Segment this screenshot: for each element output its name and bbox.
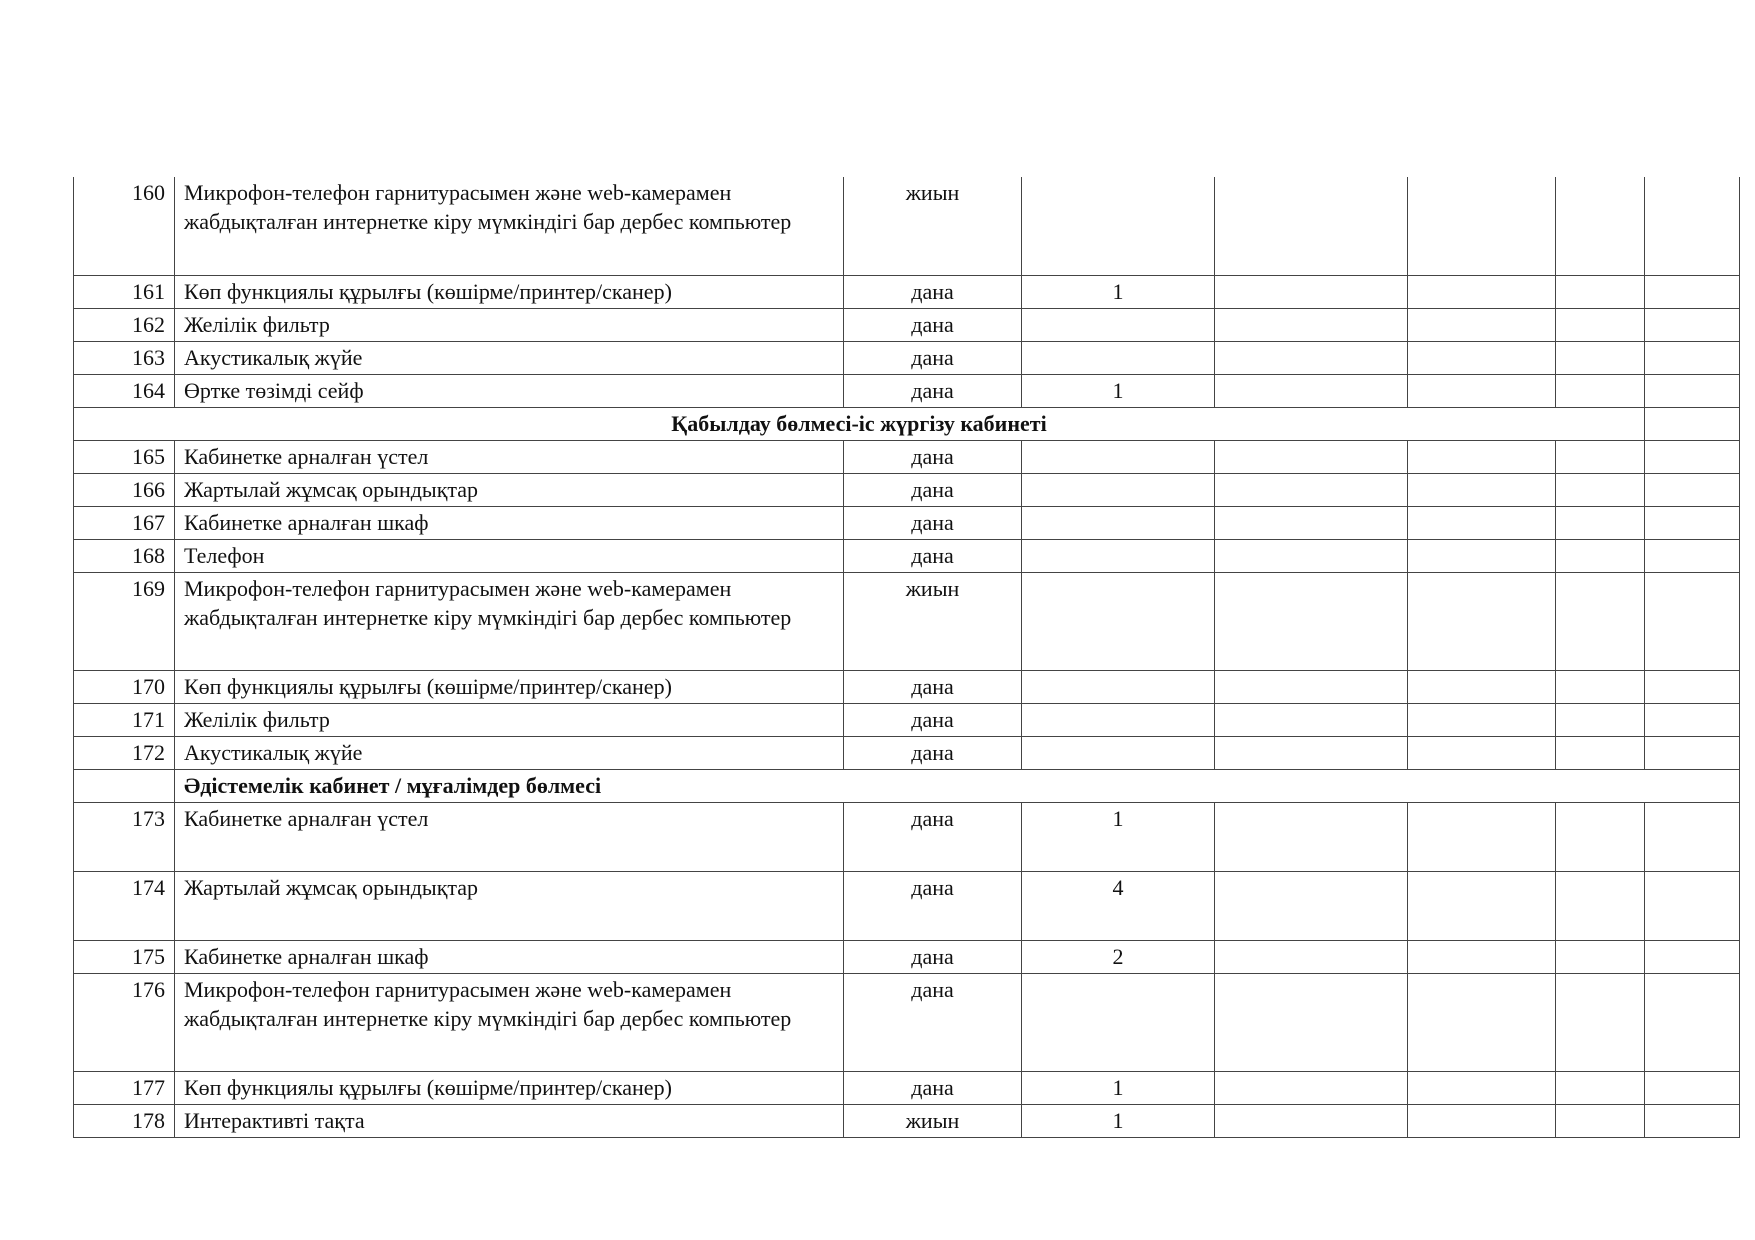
item-quantity xyxy=(1022,736,1215,769)
item-name: Кабинетке арналған шкаф xyxy=(175,506,844,539)
table-row xyxy=(74,802,1740,871)
row-number: 164 xyxy=(74,374,175,407)
item-quantity xyxy=(1022,308,1215,341)
table-row xyxy=(74,940,1740,973)
item-quantity xyxy=(1022,973,1215,1071)
item-quantity xyxy=(1022,572,1215,670)
table-row xyxy=(74,539,1740,572)
empty-cell xyxy=(1556,341,1645,374)
empty-cell xyxy=(1645,407,1740,440)
table-row xyxy=(74,670,1740,703)
empty-cell xyxy=(1556,440,1645,473)
item-name: Кабинетке арналған үстел xyxy=(175,440,844,473)
item-name: Интерактивті тақта xyxy=(175,1104,844,1137)
table-row xyxy=(74,374,1740,407)
section-title: Әдістемелік кабинет / мұғалімдер бөлмесі xyxy=(175,769,1740,802)
item-unit: дана xyxy=(844,275,1022,308)
empty-cell xyxy=(1645,973,1740,1071)
empty-cell xyxy=(1645,539,1740,572)
item-quantity: 1 xyxy=(1022,802,1215,871)
empty-cell xyxy=(1556,275,1645,308)
item-unit: дана xyxy=(844,871,1022,940)
item-name: Телефон xyxy=(175,539,844,572)
row-number: 161 xyxy=(74,275,175,308)
item-unit: дана xyxy=(844,539,1022,572)
empty-cell xyxy=(1408,275,1556,308)
item-unit: дана xyxy=(844,736,1022,769)
item-quantity: 1 xyxy=(1022,1071,1215,1104)
item-unit: дана xyxy=(844,802,1022,871)
table-row xyxy=(74,703,1740,736)
item-quantity: 4 xyxy=(1022,871,1215,940)
item-unit: дана xyxy=(844,473,1022,506)
empty-cell xyxy=(1215,539,1408,572)
equipment-table xyxy=(73,177,1740,1138)
empty-cell xyxy=(1408,940,1556,973)
row-number: 168 xyxy=(74,539,175,572)
empty-cell xyxy=(1556,1071,1645,1104)
empty-cell xyxy=(1215,1104,1408,1137)
table-row xyxy=(74,506,1740,539)
empty-cell xyxy=(1556,1104,1645,1137)
empty-cell xyxy=(1556,871,1645,940)
table-row xyxy=(74,275,1740,308)
item-quantity: 1 xyxy=(1022,1104,1215,1137)
item-unit: дана xyxy=(844,703,1022,736)
item-name: Желілік фильтр xyxy=(175,308,844,341)
table-row xyxy=(74,871,1740,940)
item-unit: дана xyxy=(844,341,1022,374)
empty-cell xyxy=(1215,440,1408,473)
section-title: Қабылдау бөлмесі-іс жүргізу кабинеті xyxy=(74,407,1645,440)
row-number: 167 xyxy=(74,506,175,539)
row-number: 165 xyxy=(74,440,175,473)
row-number: 175 xyxy=(74,940,175,973)
row-number: 171 xyxy=(74,703,175,736)
empty-cell xyxy=(1408,1071,1556,1104)
empty-cell xyxy=(1408,440,1556,473)
table-row xyxy=(74,736,1740,769)
empty-cell xyxy=(1408,871,1556,940)
empty-cell xyxy=(1408,670,1556,703)
item-unit: дана xyxy=(844,973,1022,1071)
empty-cell xyxy=(1408,539,1556,572)
empty-cell xyxy=(1645,341,1740,374)
table-row xyxy=(74,308,1740,341)
empty-cell xyxy=(1645,670,1740,703)
empty-cell xyxy=(1556,940,1645,973)
empty-cell xyxy=(1556,473,1645,506)
empty-cell xyxy=(1556,539,1645,572)
item-quantity xyxy=(1022,703,1215,736)
empty-cell xyxy=(1556,670,1645,703)
empty-cell xyxy=(1408,506,1556,539)
empty-cell xyxy=(1408,572,1556,670)
row-number: 169 xyxy=(74,572,175,670)
row-number: 174 xyxy=(74,871,175,940)
item-name: Өртке төзімді сейф xyxy=(175,374,844,407)
item-unit: дана xyxy=(844,1071,1022,1104)
item-quantity xyxy=(1022,670,1215,703)
empty-cell xyxy=(1215,1071,1408,1104)
empty-cell xyxy=(1645,275,1740,308)
empty-cell xyxy=(1215,308,1408,341)
empty-cell xyxy=(1408,341,1556,374)
row-number: 172 xyxy=(74,736,175,769)
item-unit: жиын xyxy=(844,177,1022,275)
table-row xyxy=(74,973,1740,1071)
empty-cell xyxy=(1408,973,1556,1071)
item-quantity: 1 xyxy=(1022,374,1215,407)
table-row xyxy=(74,572,1740,670)
item-unit: дана xyxy=(844,506,1022,539)
section-header-row xyxy=(74,407,1740,440)
empty-cell xyxy=(1215,973,1408,1071)
row-number: 170 xyxy=(74,670,175,703)
empty-cell xyxy=(1408,802,1556,871)
empty-cell xyxy=(1215,736,1408,769)
item-unit: жиын xyxy=(844,1104,1022,1137)
item-unit: дана xyxy=(844,940,1022,973)
table-row xyxy=(74,1104,1740,1137)
item-name: Жартылай жұмсақ орындықтар xyxy=(175,871,844,940)
empty-cell xyxy=(1645,802,1740,871)
item-name: Микрофон-телефон гарнитурасымен және web-камерамен жабдықталған интернетке кіру мүмкіндігі бар дербес компьютер xyxy=(175,572,844,670)
table-row xyxy=(74,177,1740,275)
item-name: Кабинетке арналған үстел xyxy=(175,802,844,871)
empty-cell xyxy=(1556,973,1645,1071)
empty-cell xyxy=(1408,1104,1556,1137)
empty-cell xyxy=(1645,940,1740,973)
empty-cell xyxy=(1215,473,1408,506)
empty-cell xyxy=(1215,670,1408,703)
empty-cell xyxy=(1645,703,1740,736)
empty-cell xyxy=(1215,177,1408,275)
empty-cell xyxy=(1556,736,1645,769)
empty-cell xyxy=(1408,374,1556,407)
table-row xyxy=(74,440,1740,473)
empty-cell xyxy=(1215,374,1408,407)
item-unit: дана xyxy=(844,440,1022,473)
empty-cell xyxy=(1408,473,1556,506)
item-quantity xyxy=(1022,539,1215,572)
row-number: 176 xyxy=(74,973,175,1071)
row-number: 166 xyxy=(74,473,175,506)
empty-cell xyxy=(1645,871,1740,940)
item-unit: дана xyxy=(844,670,1022,703)
empty-cell xyxy=(1645,506,1740,539)
item-quantity xyxy=(1022,506,1215,539)
item-name: Көп функциялы құрылғы (көшірме/принтер/сканер) xyxy=(175,1071,844,1104)
empty-cell xyxy=(1645,1071,1740,1104)
empty-cell xyxy=(1408,736,1556,769)
item-quantity xyxy=(1022,473,1215,506)
table-row xyxy=(74,473,1740,506)
empty-cell xyxy=(1215,572,1408,670)
empty-cell xyxy=(74,769,175,802)
item-name: Көп функциялы құрылғы (көшірме/принтер/сканер) xyxy=(175,670,844,703)
row-number: 173 xyxy=(74,802,175,871)
section-header-row xyxy=(74,769,1740,802)
item-unit: дана xyxy=(844,374,1022,407)
table-row xyxy=(74,341,1740,374)
row-number: 177 xyxy=(74,1071,175,1104)
empty-cell xyxy=(1408,308,1556,341)
empty-cell xyxy=(1408,703,1556,736)
empty-cell xyxy=(1556,703,1645,736)
empty-cell xyxy=(1215,940,1408,973)
empty-cell xyxy=(1556,572,1645,670)
item-name: Акустикалық жүйе xyxy=(175,736,844,769)
item-name: Микрофон-телефон гарнитурасымен және web-камерамен жабдықталған интернетке кіру мүмкіндігі бар дербес компьютер xyxy=(175,973,844,1071)
item-name: Кабинетке арналған шкаф xyxy=(175,940,844,973)
empty-cell xyxy=(1645,736,1740,769)
empty-cell xyxy=(1215,275,1408,308)
empty-cell xyxy=(1215,506,1408,539)
item-quantity xyxy=(1022,440,1215,473)
row-number: 163 xyxy=(74,341,175,374)
empty-cell xyxy=(1645,572,1740,670)
item-quantity: 1 xyxy=(1022,275,1215,308)
empty-cell xyxy=(1556,802,1645,871)
empty-cell xyxy=(1215,341,1408,374)
empty-cell xyxy=(1645,440,1740,473)
empty-cell xyxy=(1645,308,1740,341)
item-quantity xyxy=(1022,341,1215,374)
empty-cell xyxy=(1215,802,1408,871)
row-number: 178 xyxy=(74,1104,175,1137)
empty-cell xyxy=(1645,177,1740,275)
item-name: Микрофон-телефон гарнитурасымен және web-камерамен жабдықталған интернетке кіру мүмкіндігі бар дербес компьютер xyxy=(175,177,844,275)
empty-cell xyxy=(1556,374,1645,407)
empty-cell xyxy=(1215,871,1408,940)
empty-cell xyxy=(1645,374,1740,407)
empty-cell xyxy=(1645,1104,1740,1137)
row-number: 160 xyxy=(74,177,175,275)
empty-cell xyxy=(1556,506,1645,539)
item-unit: жиын xyxy=(844,572,1022,670)
item-name: Көп функциялы құрылғы (көшірме/принтер/сканер) xyxy=(175,275,844,308)
item-quantity: 2 xyxy=(1022,940,1215,973)
item-unit: дана xyxy=(844,308,1022,341)
empty-cell xyxy=(1408,177,1556,275)
item-name: Акустикалық жүйе xyxy=(175,341,844,374)
row-number: 162 xyxy=(74,308,175,341)
empty-cell xyxy=(1556,177,1645,275)
item-name: Желілік фильтр xyxy=(175,703,844,736)
item-name: Жартылай жұмсақ орындықтар xyxy=(175,473,844,506)
item-quantity xyxy=(1022,177,1215,275)
table-row xyxy=(74,1071,1740,1104)
empty-cell xyxy=(1556,308,1645,341)
empty-cell xyxy=(1645,473,1740,506)
empty-cell xyxy=(1215,703,1408,736)
